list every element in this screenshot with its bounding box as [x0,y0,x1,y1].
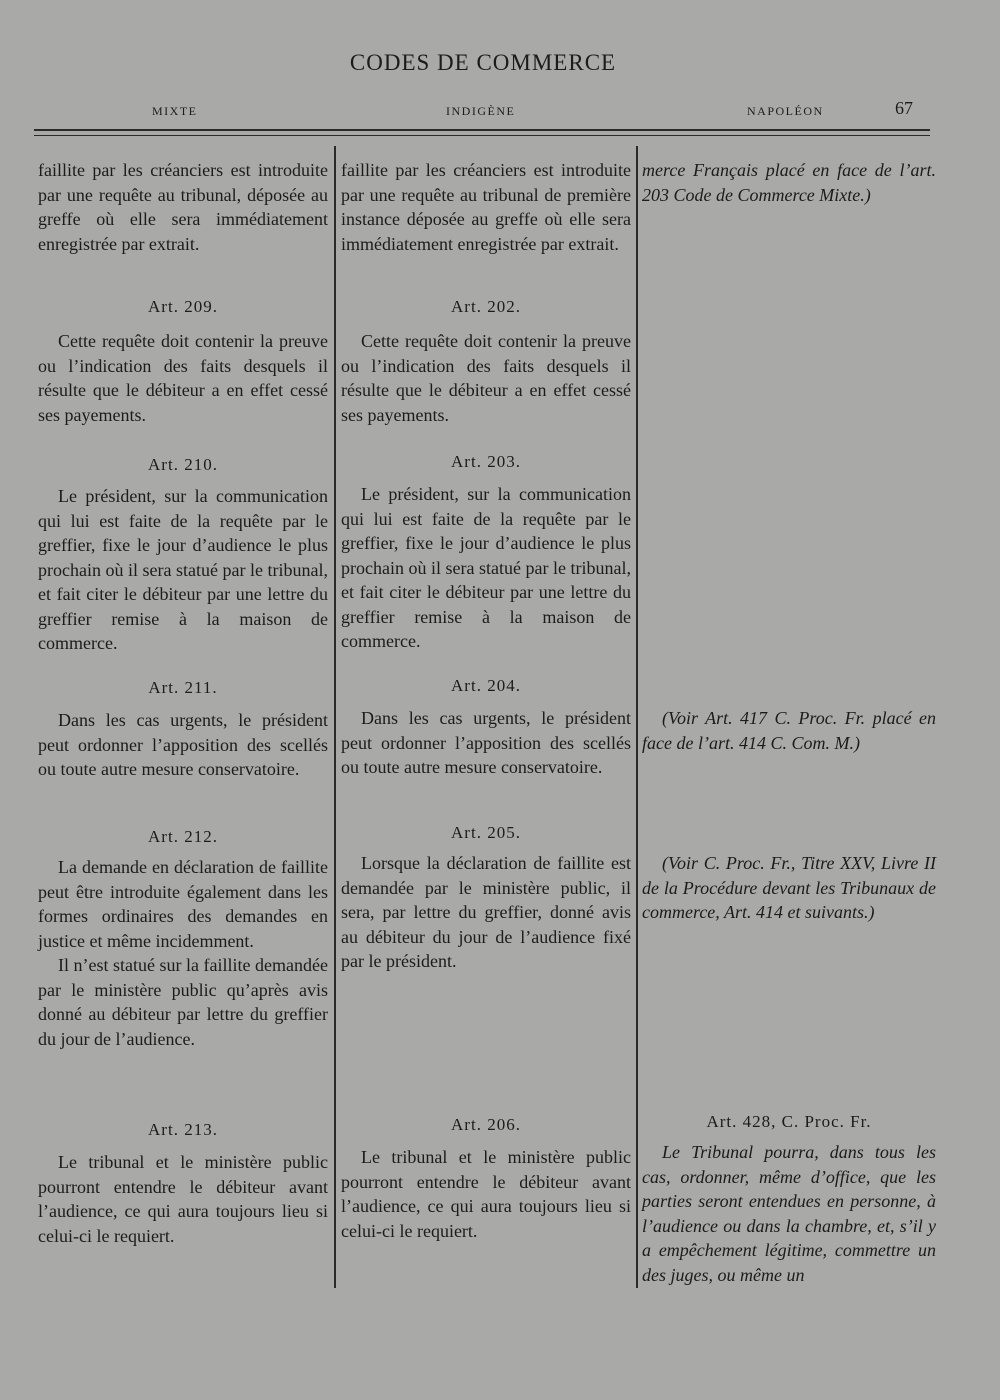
mixte-intro [38,158,328,256]
indigene-intro-text: faillite par les créanciers est introduite par une requête au tribunal de première instance déposée au greffe où elle sera immédiatement enregistrée par extrait. [341,160,631,254]
mixte-art209-text: Cette requête doit contenir la preuve ou l’indication des faits desquels il résulte que le débiteur a en effet cessé ses payements. [38,331,328,425]
napoleon-art428-text: Le Tribunal pourra, dans tous les cas, ordonner, même d’office, que les parties seront entendues en personne, à l’audience ou dans la chambre, et, s’il y a empêchement légitime, commettre un des juges, ou même un [642,1142,936,1285]
mixte-art209-title: Art. 209. [148,297,218,316]
mixte-art211 [38,708,328,782]
napoleon-art428-title: Art. 428, C. Proc. Fr. [706,1112,872,1131]
napoleon-note-1-text: (Voir Art. 417 C. Proc. Fr. placé en face de l’art. 414 C. Com. M.) [642,708,936,753]
indigene-art202-title: Art. 202. [451,297,521,316]
column-divider-right [636,146,638,1288]
indigene-art206 [341,1145,631,1243]
napoleon-note-1 [642,706,936,755]
indigene-art205-title: Art. 205. [451,823,521,842]
mixte-art211-title: Art. 211. [148,678,218,697]
column-heading-mixte: MIXTE [152,104,198,118]
column-divider-left [334,146,336,1288]
indigene-art203 [341,482,631,654]
indigene-art203-title: Art. 203. [451,452,521,471]
indigene-art206-text: Le tribunal et le ministère public pourront entendre le débiteur avant l’audience, ce qui aura toujours lieu si celui-ci le requiert. [341,1147,631,1241]
napoleon-intro-text: merce Français placé en face de l’art. 203 Code de Commerce Mixte.) [642,160,936,205]
mixte-art211-text: Dans les cas urgents, le président peut ordonner l’apposition des scellés ou toute autre mesure conservatoire. [38,710,328,779]
mixte-art213-title: Art. 213. [148,1120,218,1139]
napoleon-note-2-text: (Voir C. Proc. Fr., Titre XXV, Livre II de la Procédure devant les Tribunaux de commerce, Art. 414 et suivants.) [642,853,936,922]
mixte-art212 [38,855,328,1051]
mixte-art212-text-1: La demande en déclaration de faillite peut être introduite également dans les formes ordinaires des demandes en justice et même incidemment. [38,857,328,951]
column-heading-napoleon: NAPOLÉON [747,104,824,118]
mixte-art210-title: Art. 210. [148,455,218,474]
indigene-art205 [341,851,631,974]
header-rule-top [34,129,930,131]
indigene-art204 [341,706,631,780]
mixte-art212-title: Art. 212. [148,827,218,846]
column-heading-indigene: INDIGÈNE [446,104,516,118]
napoleon-art428 [642,1140,936,1287]
indigene-art204-text: Dans les cas urgents, le président peut ordonner l’apposition des scellés ou toute autre mesure conservatoire. [341,708,631,777]
mixte-art210-text: Le président, sur la communication qui lui est faite de la requête par le greffier, fixe le jour d’audience le plus prochain où il sera statué par le tribunal, et fait citer le débiteur par une lettre du greffier remise à la maison de commerce. [38,486,328,653]
napoleon-note-2 [642,851,936,925]
mixte-intro-text: faillite par les créanciers est introduite par une requête au tribunal, déposée au greffe où elle sera immédiatement enregistrée par extrait. [38,160,328,254]
indigene-art205-text: Lorsque la déclaration de faillite est demandée par le ministère public, il sera, par lettre du greffier, donné avis au débiteur du jour de l’audience fixé par le président. [341,853,631,971]
indigene-art202-text: Cette requête doit contenir la preuve ou l’indication des faits desquels il résulte que le débiteur a en effet cessé ses payements. [341,331,631,425]
page-title: CODES DE COMMERCE [349,50,617,75]
indigene-art203-text: Le président, sur la communication qui lui est faite de la requête par le greffier, fixe le jour d’audience le plus prochain où il sera statué par le tribunal, et fait citer le débiteur par une lettre du greffier remise à la maison de commerce. [341,484,631,651]
page-number: 67 [895,98,913,118]
indigene-art206-title: Art. 206. [451,1115,521,1134]
indigene-art204-title: Art. 204. [451,676,521,695]
mixte-art209 [38,329,328,427]
header-rule-bottom [34,135,930,136]
mixte-art212-text-2: Il n’est statué sur la faillite demandée par le ministère public qu’après avis donné au débiteur par lettre du greffier du jour de l’audience. [38,955,328,1049]
indigene-art202 [341,329,631,427]
indigene-intro [341,158,631,256]
mixte-art213 [38,1150,328,1248]
mixte-art210 [38,484,328,656]
napoleon-intro [642,158,936,207]
mixte-art213-text: Le tribunal et le ministère public pourront entendre le débiteur avant l’audience, ce qui aura toujours lieu si celui-ci le requiert. [38,1152,328,1246]
